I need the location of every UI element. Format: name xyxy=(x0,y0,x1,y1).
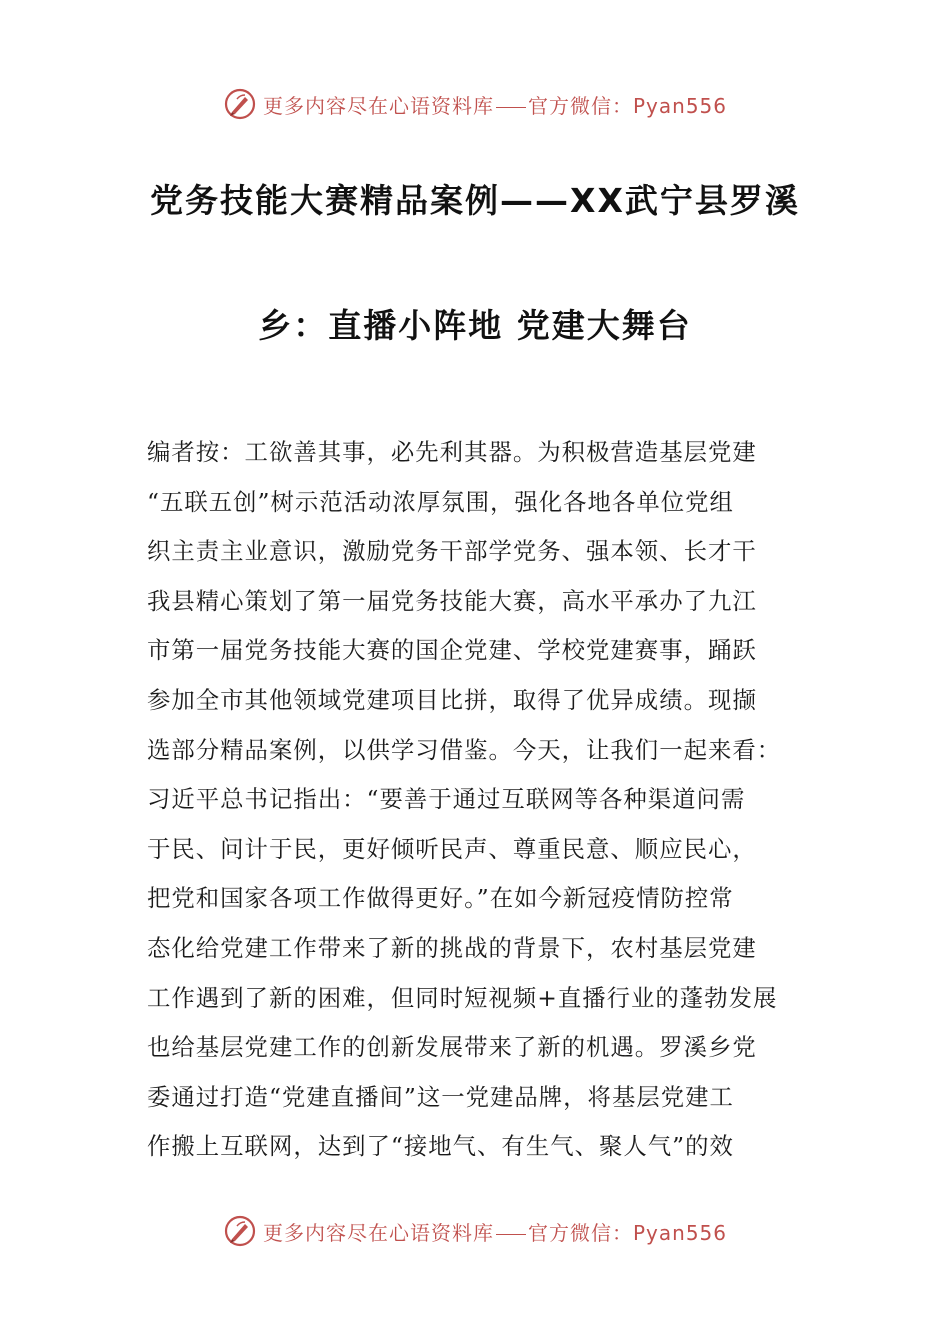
body-line: 工作遇到了新的困难，但同时短视频+直播行业的蓬勃发展 xyxy=(147,983,778,1012)
watermark-text: 更多内容尽在心语资料库 官方微信：Pyan556 xyxy=(262,93,727,118)
body-line: 委通过打造“党建直播间”这一党建品牌，将基层党建工 xyxy=(147,1082,734,1111)
body-line: 也给基层党建工作的创新发展带来了新的机遇。罗溪乡党 xyxy=(147,1033,757,1062)
body-line: 选部分精品案例，以供学习借鉴。今天，让我们一起来看： xyxy=(147,735,782,764)
body-paragraph xyxy=(147,428,807,1172)
body-line: 市第一届党务技能大赛的国企党建、学校党建赛事，踊跃 xyxy=(147,636,757,665)
body-line: 编者按：工欲善其事，必先利其器。为积极营造基层党建 xyxy=(147,438,757,466)
footer-watermark xyxy=(0,1211,950,1251)
document-title-line-2: 乡：直播小阵地 党建大舞台 xyxy=(258,306,692,345)
body-line: “五联五创”树示范活动浓厚氛围，强化各地各单位党组 xyxy=(147,487,734,516)
body-line: 习近平总书记指出：“要善于通过互联网等各种渠道问需 xyxy=(147,785,746,814)
body-line: 于民、问计于民，更好倾听民声、尊重民意、顺应民心， xyxy=(147,834,757,863)
document-title-line-1: 党务技能大赛精品案例——XX武宁县罗溪 xyxy=(150,181,800,220)
body-line: 参加全市其他领域党建项目比拼，取得了优异成绩。现撷 xyxy=(147,685,757,714)
body-line: 我县精心策划了第一届党务技能大赛，高水平承办了九江 xyxy=(147,586,757,615)
watermark-text: 更多内容尽在心语资料库 官方微信：Pyan556 xyxy=(262,1220,727,1245)
body-line: 织主责主业意识，激励党务干部学党务、强本领、长才干 xyxy=(147,537,757,566)
body-line: 把党和国家各项工作做得更好。”在如今新冠疫情防控常 xyxy=(147,884,734,913)
body-line: 作搬上互联网，达到了“接地气、有生气、聚人气”的效 xyxy=(147,1132,734,1161)
body-line: 态化给党建工作带来了新的挑战的背景下，农村基层党建 xyxy=(147,933,757,962)
header-watermark xyxy=(0,84,950,124)
pen-logo-icon xyxy=(223,87,257,121)
pen-logo-icon xyxy=(223,1214,257,1248)
